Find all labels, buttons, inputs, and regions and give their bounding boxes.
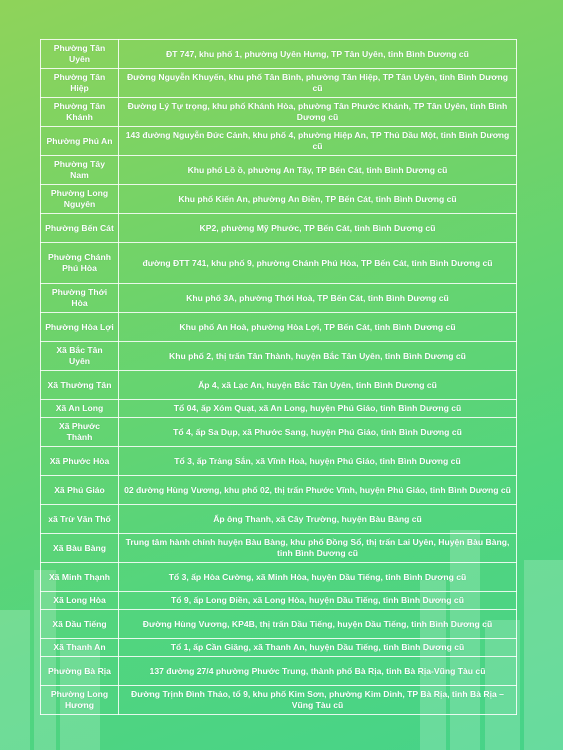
ward-address: Tổ 3, ấp Hòa Cường, xã Minh Hòa, huyện Dầu Tiếng, tỉnh Bình Dương cũ — [119, 563, 517, 592]
table-row — [41, 313, 517, 342]
ward-name: Xã Bắc Tân Uyên — [41, 342, 119, 371]
table-row — [41, 127, 517, 156]
ward-address: Đường Lý Tự trọng, khu phố Khánh Hòa, phường Tân Phước Khánh, TP Tân Uyên, tỉnh Bình Dương cũ — [119, 98, 517, 127]
table-row — [41, 639, 517, 657]
ward-address: Đường Nguyễn Khuyến, khu phố Tân Bình, phường Tân Hiệp, TP Tân Uyên, tỉnh Bình Dương cũ — [119, 69, 517, 98]
table-row — [41, 243, 517, 284]
ward-name: Phường Long Hương — [41, 686, 119, 715]
table-row — [41, 686, 517, 715]
ward-name: Phường Bến Cát — [41, 214, 119, 243]
ward-name: Xã Minh Thạnh — [41, 563, 119, 592]
table-row — [41, 40, 517, 69]
ward-name: Xã Thường Tân — [41, 371, 119, 400]
ward-address: KP2, phường Mỹ Phước, TP Bến Cát, tỉnh Bình Dương cũ — [119, 214, 517, 243]
ward-address: Tổ 3, ấp Trảng Sắn, xã Vĩnh Hoà, huyện Phú Giáo, tỉnh Bình Dương cũ — [119, 447, 517, 476]
ward-name: Phường Long Nguyên — [41, 185, 119, 214]
ward-address: Đường Hùng Vương, KP4B, thị trấn Dầu Tiếng, huyện Dầu Tiếng, tỉnh Bình Dương cũ — [119, 610, 517, 639]
table-row — [41, 69, 517, 98]
ward-address: Tổ 4, ấp Sa Dụp, xã Phước Sang, huyện Phú Giáo, tỉnh Bình Dương cũ — [119, 418, 517, 447]
table-row — [41, 505, 517, 534]
table-row — [41, 610, 517, 639]
table-row — [41, 592, 517, 610]
ward-address: đường ĐTT 741, khu phố 9, phường Chánh Phú Hòa, TP Bến Cát, tỉnh Bình Dương cũ — [119, 243, 517, 284]
ward-name: Phường Tây Nam — [41, 156, 119, 185]
table-row — [41, 342, 517, 371]
ward-address: ĐT 747, khu phố 1, phường Uyên Hưng, TP Tân Uyên, tỉnh Bình Dương cũ — [119, 40, 517, 69]
ward-name: Phường Thới Hòa — [41, 284, 119, 313]
ward-name: Phường Bà Rịa — [41, 657, 119, 686]
ward-address: Khu phố Kiến An, phường An Điền, TP Bến Cát, tỉnh Bình Dương cũ — [119, 185, 517, 214]
table-row — [41, 418, 517, 447]
ward-name: Xã Thanh An — [41, 639, 119, 657]
table-row — [41, 447, 517, 476]
ward-address: Ấp ông Thanh, xã Cây Trường, huyện Bàu Bàng cũ — [119, 505, 517, 534]
ward-name: Xã Dầu Tiếng — [41, 610, 119, 639]
table-row — [41, 476, 517, 505]
ward-name: Phường Hòa Lợi — [41, 313, 119, 342]
ward-address: Trung tâm hành chính huyện Bàu Bàng, khu phố Đồng Sổ, thị trấn Lai Uyên, Huyện Bàu Bàng, tỉnh Bình Dương cũ — [119, 534, 517, 563]
ward-name: Phường Tân Uyên — [41, 40, 119, 69]
ward-name: xã Trừ Văn Thố — [41, 505, 119, 534]
ward-address: Tổ 1, ấp Cần Giăng, xã Thanh An, huyện Dầu Tiếng, tỉnh Bình Dương cũ — [119, 639, 517, 657]
ward-name: Phường Tân Khánh — [41, 98, 119, 127]
ward-address: Khu phố Lồ ồ, phường An Tây, TP Bến Cát, tỉnh Bình Dương cũ — [119, 156, 517, 185]
table-row — [41, 98, 517, 127]
ward-address: 02 đường Hùng Vương, khu phố 02, thị trấn Phước Vĩnh, huyện Phú Giáo, tỉnh Bình Dương cũ — [119, 476, 517, 505]
ward-address: Đường Trịnh Đình Thảo, tổ 9, khu phố Kim Sơn, phường Kim Dinh, TP Bà Rịa, tỉnh Bà Rịa – Vũng Tàu cũ — [119, 686, 517, 715]
address-table — [40, 39, 517, 715]
table-row — [41, 534, 517, 563]
ward-address: Khu phố 2, thị trấn Tân Thành, huyện Bắc Tân Uyên, tỉnh Bình Dương cũ — [119, 342, 517, 371]
ward-address: Khu phố 3A, phường Thới Hoà, TP Bến Cát, tỉnh Bình Dương cũ — [119, 284, 517, 313]
ward-name: Xã An Long — [41, 400, 119, 418]
ward-name: Phường Chánh Phú Hòa — [41, 243, 119, 284]
table-row — [41, 371, 517, 400]
ward-address: Khu phố An Hoà, phường Hòa Lợi, TP Bến Cát, tỉnh Bình Dương cũ — [119, 313, 517, 342]
ward-name: Xã Phú Giáo — [41, 476, 119, 505]
address-table-container — [40, 39, 516, 715]
ward-address: Ấp 4, xã Lạc An, huyện Bắc Tân Uyên, tỉnh Bình Dương cũ — [119, 371, 517, 400]
ward-address: 137 đường 27/4 phường Phước Trung, thành phố Bà Rịa, tỉnh Bà Rịa-Vũng Tàu cũ — [119, 657, 517, 686]
table-row — [41, 400, 517, 418]
table-row — [41, 284, 517, 313]
table-row — [41, 657, 517, 686]
ward-address: Tổ 9, ấp Long Điền, xã Long Hòa, huyện Dầu Tiếng, tỉnh Bình Dương cũ — [119, 592, 517, 610]
table-row — [41, 156, 517, 185]
ward-name: Xã Phước Hòa — [41, 447, 119, 476]
ward-name: Xã Bàu Bàng — [41, 534, 119, 563]
ward-name: Xã Phước Thành — [41, 418, 119, 447]
ward-name: Phường Phú An — [41, 127, 119, 156]
ward-address: 143 đường Nguyễn Đức Cảnh, khu phố 4, phường Hiệp An, TP Thủ Dầu Một, tỉnh Bình Dương cũ — [119, 127, 517, 156]
ward-name: Xã Long Hòa — [41, 592, 119, 610]
table-row — [41, 214, 517, 243]
table-row — [41, 563, 517, 592]
ward-name: Phường Tân Hiệp — [41, 69, 119, 98]
table-row — [41, 185, 517, 214]
ward-address: Tổ 04, ấp Xóm Quạt, xã An Long, huyện Phú Giáo, tỉnh Bình Dương cũ — [119, 400, 517, 418]
